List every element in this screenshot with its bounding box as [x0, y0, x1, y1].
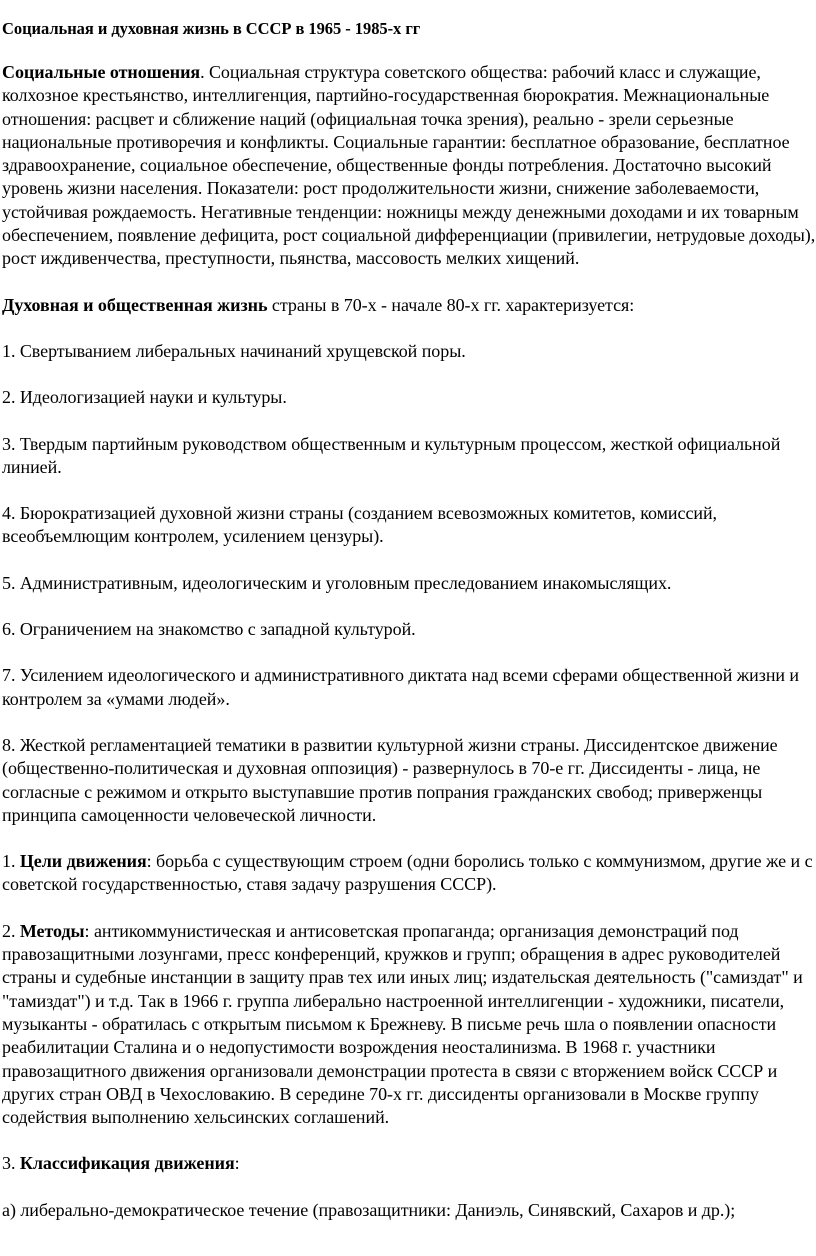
- list-item-1: 1. Свертыванием либеральных начинаний хрущевской поры.: [2, 340, 466, 361]
- spiritual-life-text: страны в 70-х - начале 80-х гг. характеризуется:: [267, 294, 635, 315]
- classification-paragraph: [2, 1152, 816, 1175]
- classification-heading: Классификация движения: [19, 1153, 235, 1174]
- methods-heading: Методы: [19, 920, 85, 941]
- goals-paragraph: [2, 850, 816, 897]
- goals-number: 1.: [2, 851, 20, 872]
- classification-item-a: а) либерально-демократическое течение (правозащитники: Даниэль, Синявский, Сахаров и др.);: [2, 1199, 736, 1220]
- list-item-2: 2. Идеологизацией науки и культуры.: [2, 387, 287, 408]
- classification-text: :: [234, 1153, 240, 1174]
- list-item-6: 6. Ограничением на знакомство с западной культурой.: [2, 619, 416, 640]
- document-title: Социальная и духовная жизнь в СССР в 1965 - 1985-х гг: [2, 19, 421, 38]
- classification-number: 3.: [2, 1153, 20, 1174]
- spiritual-life-heading: Духовная и общественная жизнь: [2, 294, 268, 315]
- social-relations-paragraph: [2, 61, 816, 271]
- social-relations-text: . Социальная структура советского общества: рабочий класс и служащие, колхозное крестьянство, интеллигенция, партийно-государственная бюрократия. Межнациональные отношения: расцвет и сближение наций (официальная точка зрения), реально - зрели серьезные национальные противоречия и конфликты. Социальные гарантии: бесплатное образование, бесплатное здравоохранение, социальное обеспечение, общественные фонды потребления. Достаточно высокий уровень жизни населения. Показатели: рост продолжительности жизни, снижение заболеваемости, устойчивая рождаемость. Негативные тенденции: ножницы между денежными доходами и их товарным обеспечением, появление дефицита, рост социальной дифференциации (привилегии, нетрудовые доходы), рост иждивенчества, преступности, пьянства, массовость мелких хищений.: [2, 62, 816, 269]
- methods-text: : антикоммунистическая и антисоветская пропаганда; организация демонстраций под правозащитными лозунгами, пресс конференций, кружков и групп; обращения в адрес руководителей страны и судебные инстанции в защиту прав тех или иных лиц; издательская деятельность ("самиздат" и "тамиздат") и т.д. Так в 1966 г. группа либерально настроенной интеллигенции - художники, писатели, музыканты - обратилась с открытым письмом к Брежневу. В письме речь шла о появлении опасности реабилитации Сталина и о недопустимости возрождения неосталинизма. В 1968 г. участники правозащитного движения организовали демонстрации протеста в связи с вторжением войск СССР и других стран ОВД в Чехословакию. В середине 70-х гг. диссиденты организовали в Москве группу содействия выполнению хельсинских соглашений.: [2, 920, 803, 1128]
- goals-text: : борьба с существующим строем (одни боролись только с коммунизмом, другие же и с советской государственностью, ставя задачу разрушения СССР).: [2, 851, 813, 895]
- methods-paragraph: [2, 920, 816, 1130]
- social-relations-heading: Социальные отношения: [2, 62, 201, 82]
- list-item-5: 5. Административным, идеологическим и уголовным преследованием инакомыслящих.: [2, 572, 672, 593]
- list-item-3: 3. Твердым партийным руководством общественным и культурным процессом, жесткой официальной линией.: [2, 433, 781, 477]
- list-item-4: 4. Бюрократизацией духовной жизни страны (созданием всевозможных комитетов, комиссий, всеобъемлющим контролем, усилением цензуры).: [2, 503, 718, 547]
- spiritual-life-paragraph: [2, 294, 816, 317]
- list-item-8: 8. Жесткой регламентацией тематики в развитии культурной жизни страны. Диссидентское движение (общественно-политическая и духовная оппозиция) - развернулось в 70-е гг. Диссиденты - лица, не согласные с режимом и открыто выступавшие против попрания гражданских свобод; приверженцы принципа самоценности человеческой личности.: [2, 734, 778, 825]
- list-item-7: 7. Усилением идеологического и административного диктата над всеми сферами общественной жизни и контролем за «умами людей».: [2, 665, 800, 709]
- goals-heading: Цели движения: [19, 851, 147, 872]
- methods-number: 2.: [2, 920, 20, 941]
